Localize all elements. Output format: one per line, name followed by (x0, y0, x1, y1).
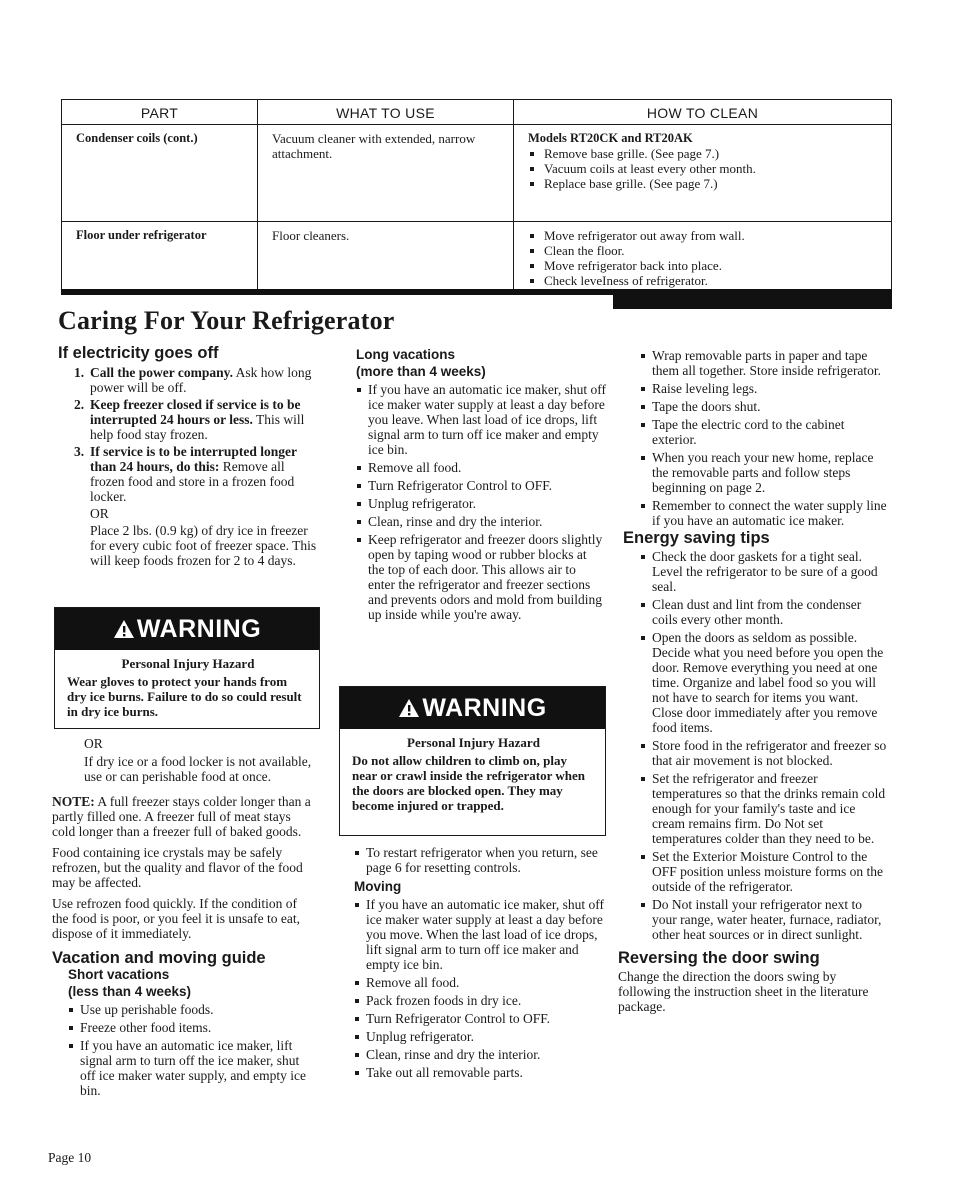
long-vacations-heading: Long vacations (356, 347, 456, 362)
warning-label: WARNING (136, 614, 262, 643)
section-heading-vacation: Vacation and moving guide (52, 949, 266, 967)
list-item: Check the door gaskets for a tight seal. Level the refrigerator to be sure of a good seal. (640, 549, 890, 594)
column-3 (618, 348, 890, 1014)
warning-header (55, 608, 319, 650)
list-item: Remove all food. (356, 460, 606, 475)
warning-hazard-title: Personal Injury Hazard (121, 656, 255, 671)
perishable-paragraph: If dry ice or a food locker is not available, use or can perishable food at once. (84, 754, 312, 784)
table-row (62, 222, 892, 294)
step-item: 1. Call the power company. Ask how long power will be off. (74, 365, 312, 395)
column-2 (356, 346, 606, 625)
how-list (528, 228, 883, 288)
step-item: 2. Keep freezer closed if service is to be interrupted 24 hours or less. This will help food stay frozen. (74, 397, 305, 442)
column-1 (58, 346, 320, 568)
dry-ice-paragraph: Place 2 lbs. (0.9 kg) of dry ice in freezer for every cubic foot of freezer space. This will keep foods frozen for 2 to 4 days. (90, 523, 317, 568)
list-item: Clean the floor. (528, 243, 883, 258)
header-how-to-clean: HOW TO CLEAN (514, 100, 892, 125)
note-paragraph: NOTE: A full freezer stays colder longer than a partly filled one. A freezer full of meat stays cold longer than a freezer full of baked goods. (52, 794, 311, 839)
list-item: Check leveIness of refrigerator. (528, 273, 883, 288)
list-item: If you have an automatic ice maker, lift signal arm to turn off the ice maker, shut off ice maker water supply, and empty ice bin. (68, 1038, 316, 1098)
table-cell-part: Floor under refrigerator (62, 222, 258, 294)
list-item: If you have an automatic ice maker, shut off ice maker water supply at least a day before you leave. When last load of ice drops, lift signal arm to turn off ice maker and empty ice bin. (356, 382, 606, 457)
or-text: OR (84, 736, 103, 751)
warning-box-children (339, 686, 606, 836)
moving-heading: Moving (354, 879, 402, 894)
list-item: Unplug refrigerator. (354, 1029, 606, 1044)
model-label: Models RT20CK and RT20AK (528, 131, 693, 145)
list-item: Pack frozen foods in dry ice. (354, 993, 606, 1008)
table-cell-how (514, 222, 892, 294)
header-part: PART (62, 100, 258, 125)
electricity-steps (74, 365, 320, 504)
warning-triangle-icon (398, 698, 420, 718)
divider-bar-thick (613, 289, 892, 309)
list-item: Clean, rinse and dry the interior. (354, 1047, 606, 1062)
list-item: Replace base grille. (See page 7.) (528, 176, 883, 191)
long-vacations-subheading: (more than 4 weeks) (356, 364, 486, 379)
page-title: Caring For Your Refrigerator (58, 306, 395, 335)
list-item: Keep refrigerator and freezer doors slightly open by taping wood or rubber blocks at the top of each door. This allows air to enter the refrigerator and freezer sections and prevents odors and mold from building up inside while you're away. (356, 532, 606, 622)
list-item: Clean dust and lint from the condenser coils every other month. (640, 597, 890, 627)
warning-body (55, 650, 319, 725)
moving-continued-list (640, 348, 890, 528)
or-text: OR (90, 506, 109, 521)
short-vacations-subheading: (less than 4 weeks) (68, 984, 192, 999)
list-item: Wrap removable parts in paper and tape them all together. Store inside refrigerator. (640, 348, 890, 378)
list-item: Use up perishable foods. (68, 1002, 316, 1017)
warning-header (340, 687, 605, 729)
list-item: Unplug refrigerator. (356, 496, 606, 511)
divider-bar (61, 289, 613, 295)
how-list (528, 146, 883, 191)
list-item: Set the Exterior Moisture Control to the OFF position unless moisture forms on the outside of the refrigerator. (640, 849, 890, 894)
list-item: Take out all removable parts. (354, 1065, 606, 1080)
list-item: Remember to connect the water supply line if you have an automatic ice maker. (640, 498, 890, 528)
table-cell-what: Floor cleaners. (258, 222, 514, 294)
list-item: Turn Refrigerator Control to OFF. (354, 1011, 606, 1026)
list-item: Store food in the refrigerator and freezer so that air movement is not blocked. (640, 738, 890, 768)
list-item: Move refrigerator out away from wall. (528, 228, 883, 243)
list-item: Set the refrigerator and freezer temperatures so that the drinks remain cold enough for your family's taste and ice cream remains firm. Do Not set temperatures colder than they need to be. (640, 771, 890, 846)
list-item: Remove all food. (354, 975, 606, 990)
step-item: 3. If service is to be interrupted longer than 24 hours, do this: Remove all frozen food and store in a frozen food locker. (74, 444, 297, 504)
list-item: Tape the electric cord to the cabinet exterior. (640, 417, 890, 447)
list-item: If you have an automatic ice maker, shut off ice maker water supply at least a day before you move. When the last load of ice drops, lift signal arm to turn off ice maker and empty ice bin. (354, 897, 606, 972)
column-1-lower (52, 736, 316, 1101)
restart-list (354, 845, 606, 875)
long-vacations-list (356, 382, 606, 622)
note-label: NOTE: (52, 794, 95, 809)
column-2-lower (354, 845, 606, 1083)
moving-list (354, 897, 606, 1080)
short-vacations-heading: Short vacations (68, 967, 170, 982)
list-item: Turn Refrigerator Control to OFF. (356, 478, 606, 493)
warning-triangle-icon (113, 619, 135, 639)
warning-label: WARNING (422, 693, 547, 722)
list-item: Clean, rinse and dry the interior. (356, 514, 606, 529)
warning-body (340, 729, 605, 819)
table-cell-how (514, 125, 892, 222)
list-item: Move refrigerator back into place. (528, 258, 883, 273)
section-heading-energy: Energy saving tips (623, 529, 770, 547)
short-vacations-list (68, 1002, 316, 1098)
table-cell-part: Condenser coils (cont.) (62, 125, 258, 222)
ice-crystals-paragraph: Food containing ice crystals may be safely refrozen, but the quality and flavor of the food may be affected. (52, 845, 303, 890)
cleaning-table (61, 99, 892, 294)
refrozen-paragraph: Use refrozen food quickly. If the condition of the food is poor, or you feel it is unsafe to eat, dispose of it immediately. (52, 896, 301, 941)
list-item: Freeze other food items. (68, 1020, 316, 1035)
list-item: When you reach your new home, replace the removable parts and follow steps beginning on page 2. (640, 450, 890, 495)
list-item: Raise leveling legs. (640, 381, 890, 396)
section-heading-door-swing: Reversing the door swing (618, 949, 820, 967)
list-item: Open the doors as seldom as possible. Decide what you need before you open the door. Remove everything you need at one time. Organize and label food so you will not have to search for items you want. Close door immediately after you remove food items. (640, 630, 890, 735)
list-item: Remove base grille. (See page 7.) (528, 146, 883, 161)
list-item: Vacuum coils at least every other month. (528, 161, 883, 176)
list-item: To restart refrigerator when you return, see page 6 for resetting controls. (354, 845, 606, 875)
warning-text: Do not allow children to climb on, play near or crawl inside the refrigerator when the doors are blocked open. They may become injured or trapped. (352, 753, 585, 813)
short-vacations (68, 966, 316, 1098)
door-swing-paragraph: Change the direction the doors swing by following the instruction sheet in the literature package. (618, 969, 869, 1014)
list-item: Do Not install your refrigerator next to your range, water heater, furnace, radiator, other heat sources or in direct sunlight. (640, 897, 890, 942)
warning-text: Wear gloves to protect your hands from dry ice burns. Failure to do so could result in dry ice burns. (67, 674, 302, 719)
table-row (62, 125, 892, 222)
energy-tips-list (640, 549, 890, 942)
warning-box-dry-ice (54, 607, 320, 729)
warning-hazard-title: Personal Injury Hazard (407, 735, 540, 750)
list-item: Tape the doors shut. (640, 399, 890, 414)
header-what-to-use: WHAT TO USE (258, 100, 514, 125)
table-header-row (62, 100, 892, 125)
section-heading-electricity: If electricity goes off (58, 344, 219, 362)
page-number: Page 10 (48, 1150, 92, 1165)
table-cell-what: Vacuum cleaner with extended, narrow attachment. (258, 125, 514, 222)
